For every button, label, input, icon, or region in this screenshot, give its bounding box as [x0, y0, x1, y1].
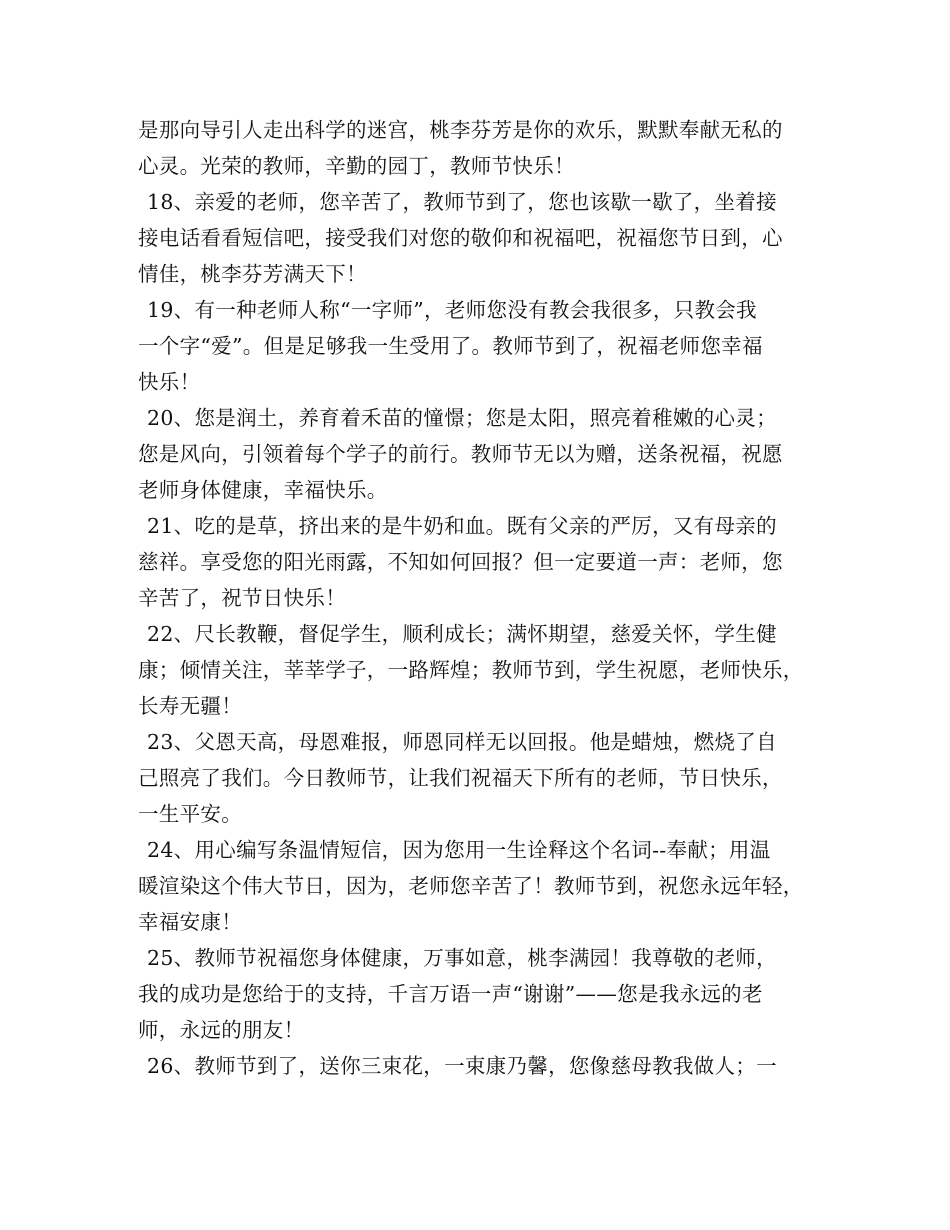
text-line: 我的成功是您给于的支持，千言万语一声“谢谢”——您是我永远的老: [138, 982, 763, 1006]
text-line: 心灵。光荣的教师，辛勤的园丁，教师节快乐！: [138, 154, 575, 178]
text-line: 21、吃的是草，挤出来的是牛奶和血。既有父亲的严厉，又有母亲的: [147, 514, 777, 538]
text-line: 接电话看看短信吧，接受我们对您的敬仰和祝福吧，祝福您节日到，心: [138, 226, 783, 250]
text-line: 一生平安。: [138, 802, 242, 826]
text-line: 康；倾情关注，莘莘学子，一路辉煌；教师节到，学生祝愿，老师快乐，: [138, 658, 804, 682]
text-line: 24、用心编写条温情短信，因为您用一生诠释这个名词--奉献；用温: [147, 838, 771, 862]
text-line: 师，永远的朋友！: [138, 1018, 305, 1042]
text-line: 18、亲爱的老师，您辛苦了，教师节到了，您也该歇一歇了，坐着接: [147, 190, 777, 214]
text-line: 情佳，桃李芬芳满天下！: [138, 262, 367, 286]
text-line: 26、教师节到了，送你三束花，一束康乃馨，您像慈母教我做人；一: [147, 1054, 777, 1078]
text-line: 一个字“爱”。但是足够我一生受用了。教师节到了，祝福老师您幸福: [138, 334, 763, 358]
text-line: 长寿无疆！: [138, 694, 242, 718]
text-line: 己照亮了我们。今日教师节，让我们祝福天下所有的老师，节日快乐，: [138, 766, 783, 790]
text-line: 老师身体健康，幸福快乐。: [138, 478, 388, 502]
text-line: 20、您是润土，养育着禾苗的憧憬；您是太阳，照亮着稚嫩的心灵；: [147, 406, 777, 430]
text-line: 幸福安康！: [138, 910, 242, 934]
document-body: [138, 112, 828, 1084]
text-line: 慈祥。享受您的阳光雨露，不知如何回报？但一定要道一声：老师，您: [138, 550, 783, 574]
text-line: 是那向导引人走出科学的迷宫，桃李芬芳是你的欢乐，默默奉献无私的: [138, 118, 783, 142]
text-line: 19、有一种老师人称“一字师”，老师您没有教会我很多，只教会我: [147, 298, 757, 322]
text-line: 25、教师节祝福您身体健康，万事如意，桃李满园！我尊敬的老师，: [147, 946, 777, 970]
text-line: 暖渲染这个伟大节日，因为，老师您辛苦了！教师节到，祝您永远年轻，: [138, 874, 804, 898]
text-line: 辛苦了，祝节日快乐！: [138, 586, 346, 610]
text-line: 22、尺长教鞭，督促学生，顺利成长；满怀期望，慈爱关怀，学生健: [147, 622, 777, 646]
text-line: 23、父恩天高，母恩难报，师恩同样无以回报。他是蜡烛，燃烧了自: [147, 730, 777, 754]
text-line: 您是风向，引领着每个学子的前行。教师节无以为赠，送条祝福，祝愿: [138, 442, 783, 466]
text-line: 快乐！: [138, 370, 201, 394]
